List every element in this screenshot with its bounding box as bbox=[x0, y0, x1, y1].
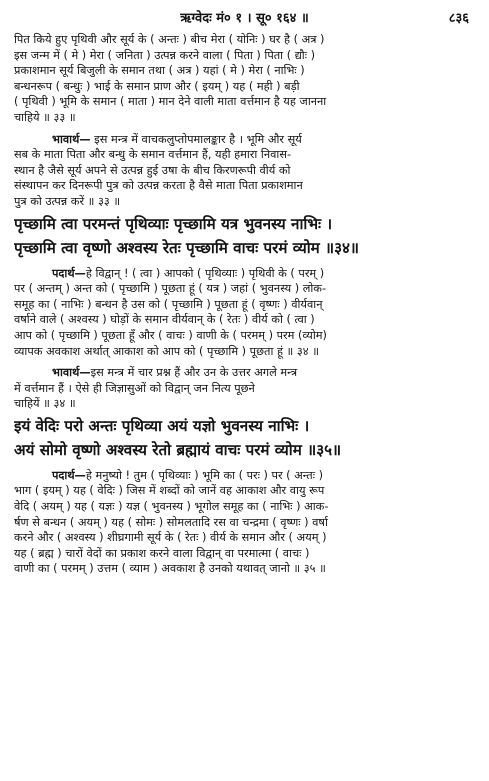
text-line: ( पृथिवी ) भूमि के समान ( माता ) मान देने वाली माता वर्त्तमान है यह जानना bbox=[14, 95, 327, 109]
text-line: पर ( अन्तम् ) अन्त को ( पृच्छामि ) पूछता हूं ( यत्र ) जहां ( भुवनस्य ) लोक- bbox=[14, 282, 327, 296]
padarth-35 bbox=[14, 468, 475, 577]
padarth-label: पदार्थ— bbox=[52, 266, 86, 280]
text-line: स्थान है जैसे सूर्य अपने से उत्पन्न हुई उषा के बीच किरणरूपी वीर्य को bbox=[14, 163, 291, 177]
mantra-line: पृच्छामि त्वा परमन्तं पृथिव्याः पृच्छामि यत्र भुवनस्य नाभिः । bbox=[14, 214, 333, 233]
bhavarth-label: भावार्थ— bbox=[52, 132, 91, 146]
text-line: चाहिये ॥ ३३ ॥ bbox=[14, 110, 76, 124]
text-line: यह ( ब्रह्म ) चारों वेदों का प्रकाश करने वाला विद्वान् वा परमात्मा ( वाचः ) bbox=[14, 546, 310, 560]
text-line: करने और ( अश्वस्य ) शीघ्रगामी सूर्य के ( रेतः ) वीर्य के समान और ( अयम् ) bbox=[14, 531, 327, 545]
text-line: चाहियें ॥ ३४ ॥ bbox=[14, 397, 76, 411]
padarth-continuation bbox=[14, 32, 475, 126]
text-line: भाग ( इयम् ) यह ( वेदिः ) जिस में शब्दों को जानें वह आकाश और वायु रूप bbox=[14, 484, 325, 498]
padarth-label: पदार्थ— bbox=[52, 468, 86, 482]
text-line: में वर्त्तमान हैं । ऐसे ही जिज्ञासुओं को विद्वान् जन नित्य पूछने bbox=[14, 381, 255, 395]
text-line bbox=[14, 468, 475, 484]
text-line bbox=[14, 132, 475, 148]
text-line: वर्षाने वाले ( अश्वस्य ) घोड़ों के समान वीर्यवान् के ( रेतः ) वीर्य को ( त्वा ) bbox=[14, 313, 315, 327]
page-number: ८३६ bbox=[448, 11, 469, 26]
mantra-34 bbox=[14, 212, 475, 260]
text-line: वाणी का ( परमम् ) उत्तम ( व्याम ) अवकाश है उनको यथावत् जानो ॥ ३५ ॥ bbox=[14, 562, 326, 576]
text-line bbox=[14, 365, 475, 381]
padarth-34 bbox=[14, 266, 475, 360]
mantra-line: पृच्छामि त्वा वृष्णो अश्वस्य रेतः पृच्छामि वाचः परमं व्योम ॥३४॥ bbox=[14, 238, 360, 257]
text-line bbox=[14, 266, 475, 282]
text-line: पुत्र को उत्पन्न करें ॥ ३३ ॥ bbox=[14, 194, 121, 208]
text-line: पित किये हुए पृथिवी और सूर्य के ( अन्तः ) बीच मेरा ( योनिः ) घर है ( अत्र ) bbox=[14, 33, 325, 46]
text-line: इस जन्म में ( मे ) मेरा ( जनिता ) उत्पन्न करने वाला ( पिता ) पिता ( द्यौः ) bbox=[14, 48, 316, 62]
text-fragment: हे विद्वान् ! ( त्वा ) आपको ( पृथिव्याः ) पृथिवी के ( परम् ) bbox=[85, 266, 325, 280]
bhavarth-34 bbox=[14, 365, 475, 412]
text-line: प्रकाशमान सूर्य बिजुली के समान तथा ( अत्र ) यहां ( मे ) मेरा ( नाभिः ) bbox=[14, 64, 305, 78]
text-line: बन्धनरूप ( बन्धुः ) भाई के समान प्राण और ( इयम् ) यह ( मही ) बड़ी bbox=[14, 79, 300, 93]
text-line: संस्थापन कर दिनरूपी पुत्र को उत्पन्न करता है वैसे माता पिता प्रकाशमान bbox=[14, 179, 303, 193]
text-line: वेदि ( अयम् ) यह ( यज्ञः ) यज्ञ ( भुवनस्य ) भूगोल समूह का ( नाभिः ) आक- bbox=[14, 500, 329, 514]
text-line: समूह का ( नाभिः ) बन्धन है उस को ( पृच्छामि ) पूछता हूं ( वृष्णः ) वीर्यवान् bbox=[14, 297, 323, 311]
bhavarth-33 bbox=[14, 132, 475, 210]
text-line: व्यापक अवकाश अर्थात् आकाश को आप को ( पृच्छामि ) पूछता हूं ॥ ३४ ॥ bbox=[14, 344, 320, 358]
text-fragment: इस मन्त्र में चार प्रश्न हैं और उन के उत्तर अगले मन्त्र bbox=[90, 366, 298, 380]
page-header bbox=[14, 6, 475, 32]
mantra-line: अयं सोमो वृष्णो अश्वस्य रेतो ब्रह्मायं वाचः परमं व्योम ॥३५॥ bbox=[14, 440, 342, 459]
text-line: आप को ( पृच्छामि ) पूछता हूँ और ( वाचः ) वाणी के ( परमम् ) परम (व्योम) bbox=[14, 328, 327, 342]
text-line: सब के माता पिता और बन्धु के समान वर्त्तमान हैं, यही हमारा निवास- bbox=[14, 148, 292, 162]
text-fragment: इस मन्त्र में वाचकलुप्तोपमालङ्कार है । भूमि और सूर्य bbox=[90, 132, 302, 146]
header-title: ऋग्वेदः मं० १ । सू० १६४ ॥ bbox=[180, 11, 309, 26]
bhavarth-label: भावार्थ— bbox=[52, 366, 91, 380]
text-line: र्षण से बन्धन ( अयम् ) यह ( सोमः ) सोमलतादि रस वा चन्द्रमा ( वृष्णः ) वर्षा bbox=[14, 515, 328, 529]
mantra-35 bbox=[14, 414, 475, 462]
text-fragment: हे मनुष्यो ! तुम ( पृथिव्याः ) भूमि का ( परः ) पर ( अन्तः ) bbox=[85, 468, 324, 482]
mantra-line: इयं वेदिः परो अन्तः पृथिव्या अयं यज्ञो भुवनस्य नाभिः । bbox=[14, 416, 310, 435]
